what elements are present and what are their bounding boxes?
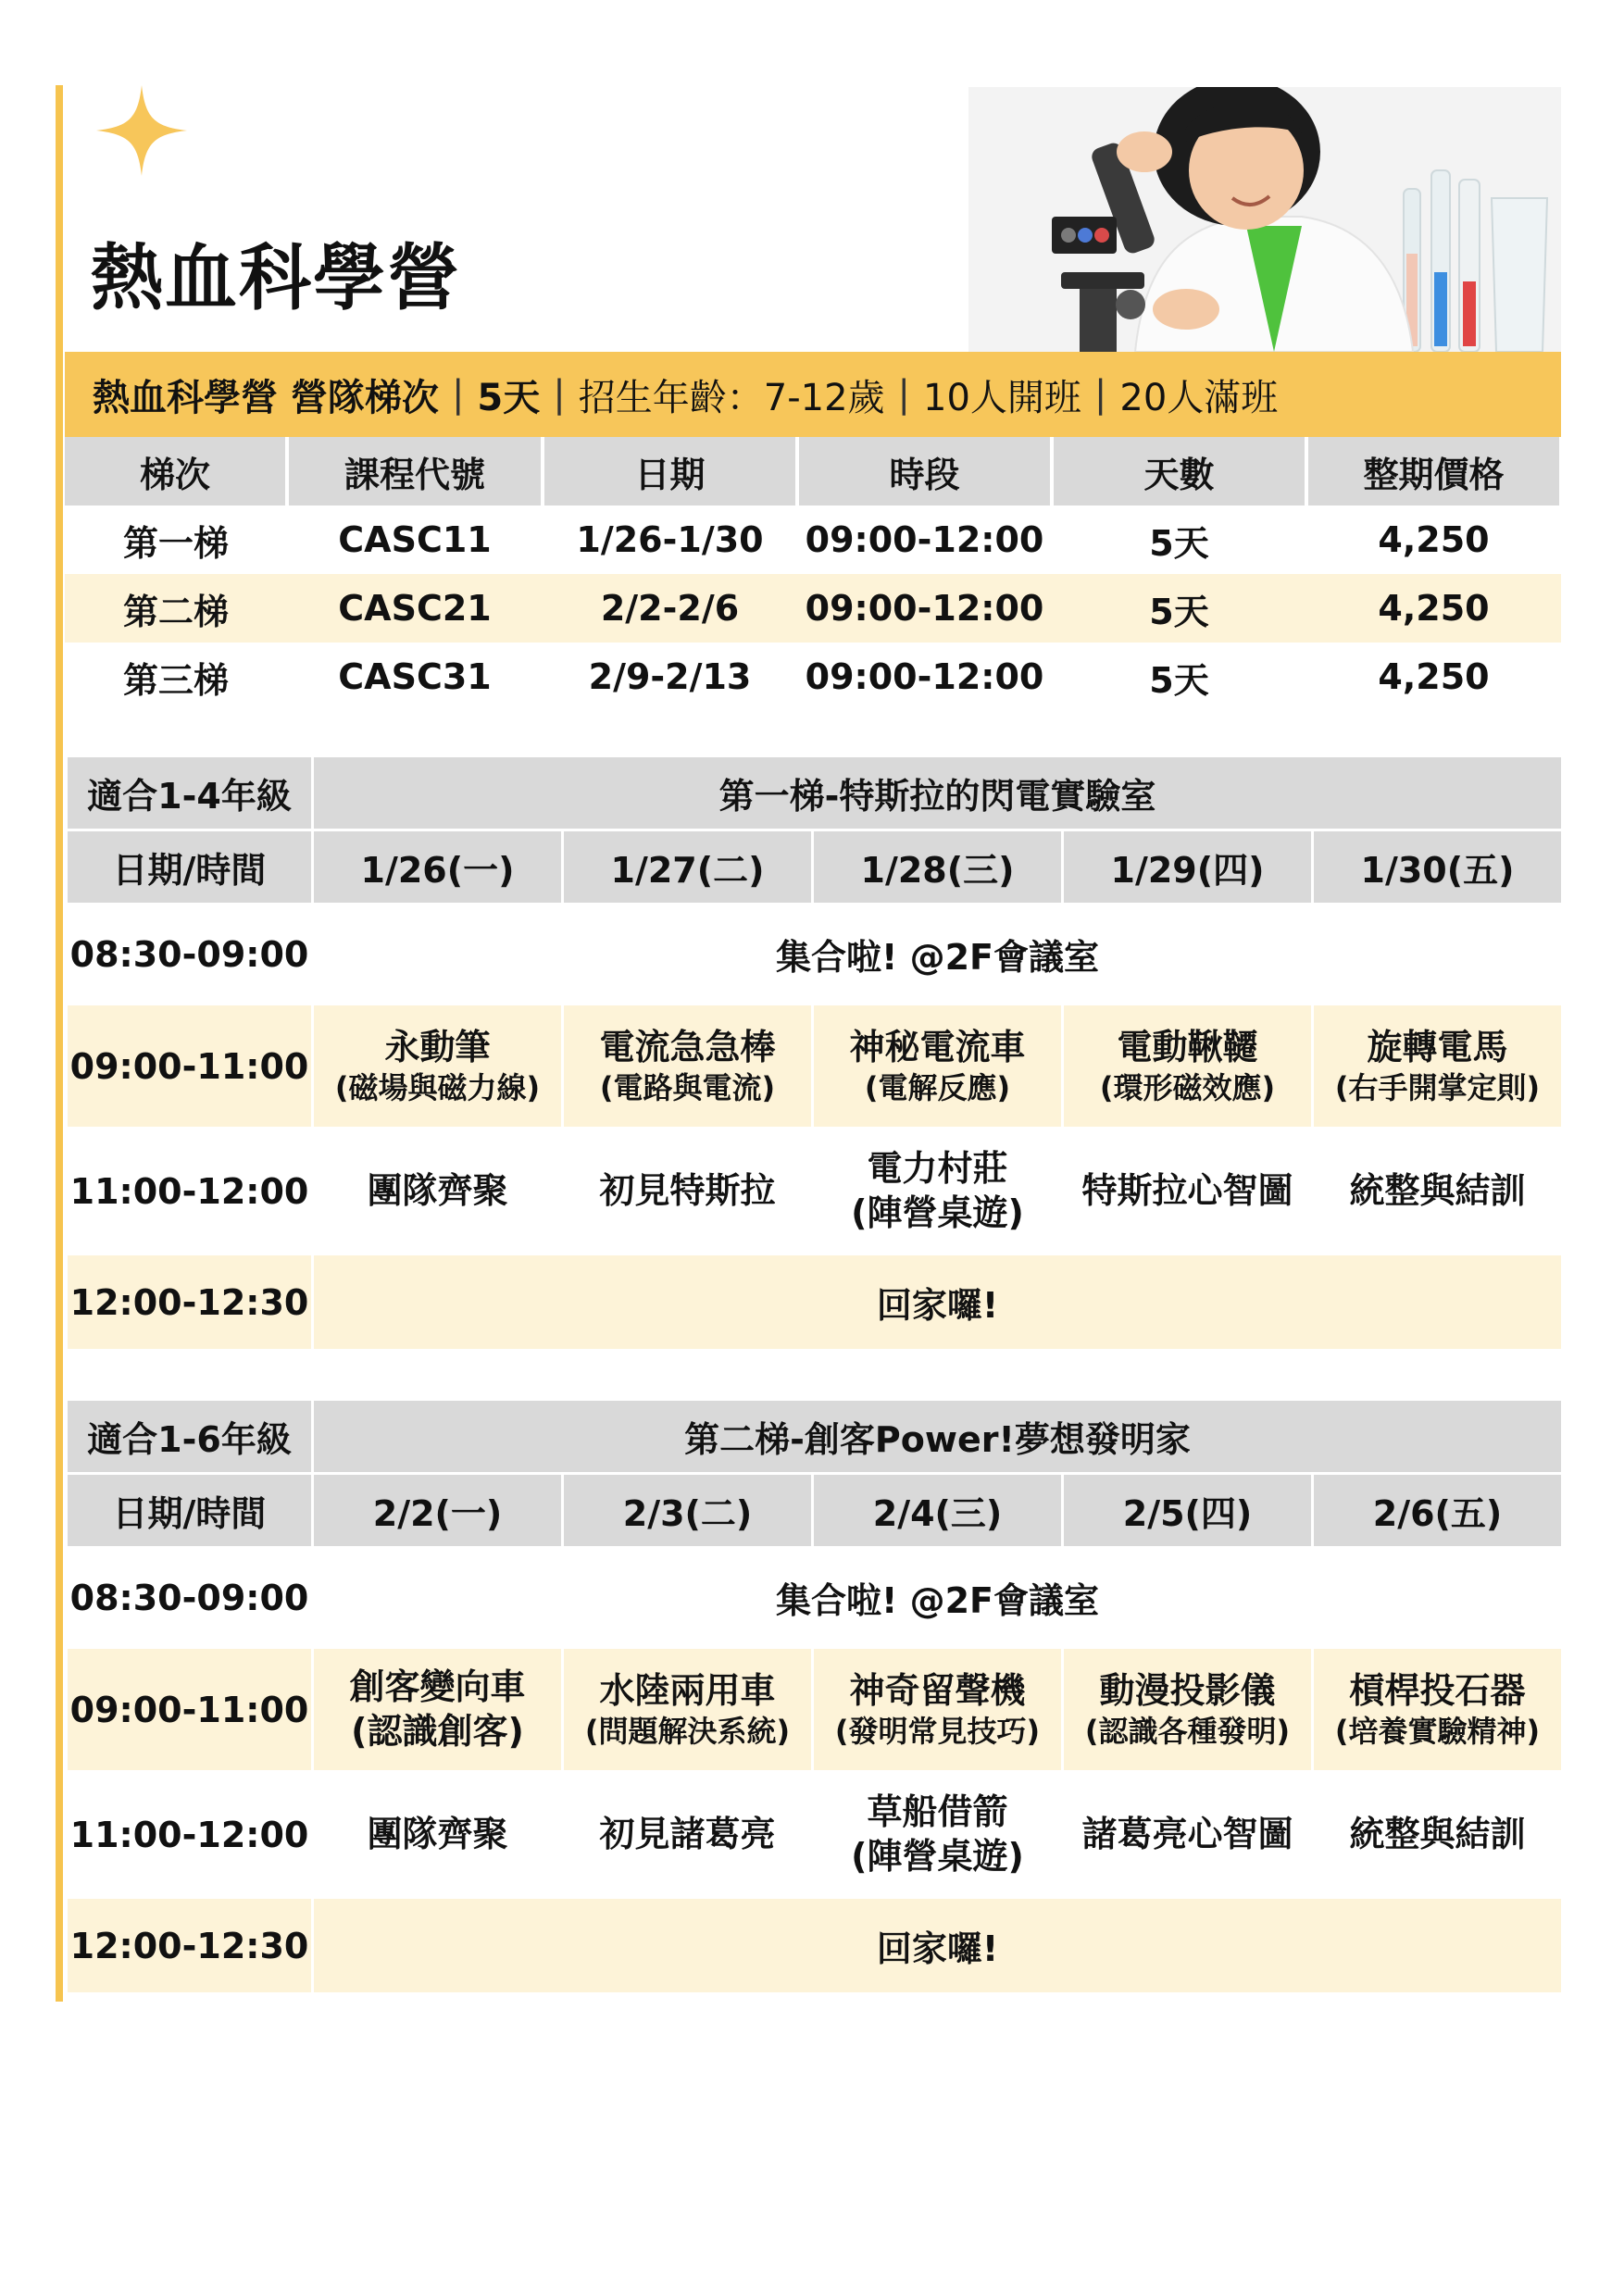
session-overview-table: [65, 437, 1563, 711]
camp-age: 招生年齡：7-12歲: [578, 376, 885, 419]
time-slot: 09:00-11:00: [67, 1004, 313, 1129]
camp-name: 熱血科學營 營隊梯次: [93, 376, 439, 419]
time-row-home: [67, 1254, 1563, 1351]
activity-title: 永動筆: [384, 1026, 491, 1067]
separator: |: [1093, 373, 1107, 416]
day-header: 1/30(五): [1313, 830, 1563, 905]
activity-title: 旋轉電馬: [1367, 1026, 1508, 1067]
date-time-label: 日期/時間: [67, 1474, 313, 1548]
activity-cell: 諸葛亮心智圖: [1063, 1772, 1313, 1898]
table-cell: 09:00-12:00: [805, 656, 1044, 697]
column-header: 天數: [1052, 437, 1306, 505]
activity-cell: [313, 1648, 563, 1772]
activity-title: 電動鞦韆: [1117, 1026, 1258, 1067]
time-row-morning: [67, 1648, 1563, 1772]
schedule-title-row: [67, 756, 1563, 830]
table-cell: 5天: [1052, 574, 1306, 643]
activity-title: 草船借箭: [867, 1791, 1008, 1832]
table-cell: CASC31: [338, 656, 492, 697]
activity-cell: 初見特斯拉: [563, 1129, 813, 1254]
activity-subtitle: (陣營桌遊): [851, 1835, 1024, 1877]
day-header: 2/5(四): [1063, 1474, 1313, 1548]
activity-cell: 特斯拉心智圖: [1063, 1129, 1313, 1254]
table-row: [65, 643, 1561, 711]
separator: |: [451, 373, 465, 416]
time-row-morning: [67, 1004, 1563, 1129]
activity-cell: [1063, 1004, 1313, 1129]
table-cell: 4,250: [1378, 656, 1490, 697]
hero-photo: [968, 87, 1561, 352]
activity-cell: [1313, 1648, 1563, 1772]
table-cell: 2/2-2/6: [543, 574, 797, 643]
activity-cell: [563, 1648, 813, 1772]
table-cell: 5天: [1149, 522, 1209, 564]
column-header: 課程代號: [287, 437, 543, 505]
schedule-title-row: [67, 1400, 1563, 1474]
activity-title: 水陸兩用車: [599, 1669, 776, 1711]
table-row: [65, 505, 1561, 574]
gather-text: 集合啦! @2F會議室: [313, 905, 1563, 1004]
activity-cell: [313, 1004, 563, 1129]
time-slot: 08:30-09:00: [67, 1548, 313, 1648]
schedule-table-session-1: [65, 755, 1564, 1352]
table-cell: CASC21: [287, 574, 543, 643]
activity-subtitle: (認識各種發明): [1084, 1714, 1291, 1750]
activity-cell: 初見諸葛亮: [563, 1772, 813, 1898]
table-cell: 09:00-12:00: [797, 574, 1052, 643]
activity-subtitle: (電解反應): [864, 1070, 1011, 1106]
time-slot: 12:00-12:30: [67, 1254, 313, 1351]
activity-title: 槓桿投石器: [1349, 1669, 1526, 1711]
time-row-late: [67, 1772, 1563, 1898]
sparkle-icon: [96, 85, 187, 176]
session-name: 第二梯-創客Power!夢想發明家: [313, 1400, 1563, 1474]
day-header: 1/27(二): [563, 830, 813, 905]
activity-subtitle: (陣營桌遊): [851, 1192, 1024, 1233]
day-header: 2/4(三): [813, 1474, 1063, 1548]
activity-title: 電流急急棒: [599, 1026, 776, 1067]
table-cell: 第一梯: [122, 522, 229, 564]
date-header-row: [67, 1474, 1563, 1548]
table-cell: 1/26-1/30: [576, 519, 764, 560]
activity-cell: [1063, 1648, 1313, 1772]
schedule-table-session-2: [65, 1398, 1564, 1995]
separator: |: [897, 373, 911, 416]
column-header: 整期價格: [1306, 437, 1561, 505]
activity-cell: 統整與結訓: [1313, 1772, 1563, 1898]
activity-cell: 團隊齊聚: [313, 1772, 563, 1898]
time-row-gather: [67, 905, 1563, 1004]
table-cell: 09:00-12:00: [805, 519, 1044, 560]
column-header: 日期: [543, 437, 797, 505]
time-slot: 08:30-09:00: [67, 905, 313, 1004]
grade-label: 適合1-6年級: [67, 1400, 313, 1474]
activity-title: 創客變向車: [349, 1666, 526, 1707]
day-header: 1/26(一): [313, 830, 563, 905]
activity-subtitle: (右手開掌定則): [1334, 1070, 1541, 1106]
time-row-late: [67, 1129, 1563, 1254]
time-row-gather: [67, 1548, 1563, 1648]
activity-cell: 團隊齊聚: [313, 1129, 563, 1254]
activity-title: 動漫投影儀: [1099, 1669, 1276, 1711]
gather-text: 集合啦! @2F會議室: [313, 1548, 1563, 1648]
camp-max: 20人滿班: [1119, 376, 1279, 419]
activity-cell: [813, 1772, 1063, 1898]
activity-subtitle: (發明常見技巧): [834, 1714, 1041, 1750]
accent-bar: [56, 85, 63, 2002]
day-header: 1/29(四): [1063, 830, 1313, 905]
home-text: 回家囉!: [313, 1254, 1563, 1351]
activity-subtitle: (磁場與磁力線): [334, 1070, 541, 1106]
camp-info-banner: [65, 352, 1561, 437]
session-name: 第一梯-特斯拉的閃電實驗室: [313, 756, 1563, 830]
day-header: 2/2(一): [313, 1474, 563, 1548]
camp-min: 10人開班: [923, 376, 1081, 419]
activity-subtitle: (問題解決系統): [584, 1714, 791, 1750]
activity-cell: 統整與結訓: [1313, 1129, 1563, 1254]
day-header: 2/3(二): [563, 1474, 813, 1548]
day-header: 1/28(三): [813, 830, 1063, 905]
table-cell: 4,250: [1378, 519, 1490, 560]
activity-cell: [813, 1648, 1063, 1772]
day-header: 2/6(五): [1313, 1474, 1563, 1548]
date-header-row: [67, 830, 1563, 905]
time-slot: 12:00-12:30: [67, 1898, 313, 1994]
activity-cell: [1313, 1004, 1563, 1129]
activity-cell: [813, 1129, 1063, 1254]
grade-label: 適合1-4年級: [67, 756, 313, 830]
activity-subtitle: (環形磁效應): [1099, 1070, 1276, 1106]
table-cell: 5天: [1149, 659, 1209, 701]
table-cell: CASC11: [338, 519, 492, 560]
home-text: 回家囉!: [313, 1898, 1563, 1994]
separator: |: [553, 373, 566, 416]
time-row-home: [67, 1898, 1563, 1994]
table-cell: 2/9-2/13: [588, 656, 752, 697]
time-slot: 11:00-12:00: [67, 1772, 313, 1898]
camp-days: 5天: [477, 376, 541, 419]
table-cell: 4,250: [1306, 574, 1561, 643]
activity-subtitle: (培養實驗精神): [1334, 1714, 1541, 1750]
activity-title: 電力村莊: [867, 1148, 1008, 1189]
date-time-label: 日期/時間: [67, 830, 313, 905]
activity-subtitle: (認識創客): [351, 1710, 524, 1752]
column-header: 時段: [797, 437, 1052, 505]
table-cell: 第三梯: [122, 659, 229, 701]
time-slot: 11:00-12:00: [67, 1129, 313, 1254]
table-header-row: [65, 437, 1561, 505]
time-slot: 09:00-11:00: [67, 1648, 313, 1772]
activity-subtitle: (電路與電流): [599, 1070, 776, 1106]
activity-title: 神奇留聲機: [849, 1669, 1026, 1711]
activity-title: 神秘電流車: [849, 1026, 1026, 1067]
table-cell: 第二梯: [65, 574, 287, 643]
column-header: 梯次: [65, 437, 287, 505]
page-title: 熱血科學營: [91, 237, 462, 320]
table-row: [65, 574, 1561, 643]
activity-cell: [813, 1004, 1063, 1129]
activity-cell: [563, 1004, 813, 1129]
